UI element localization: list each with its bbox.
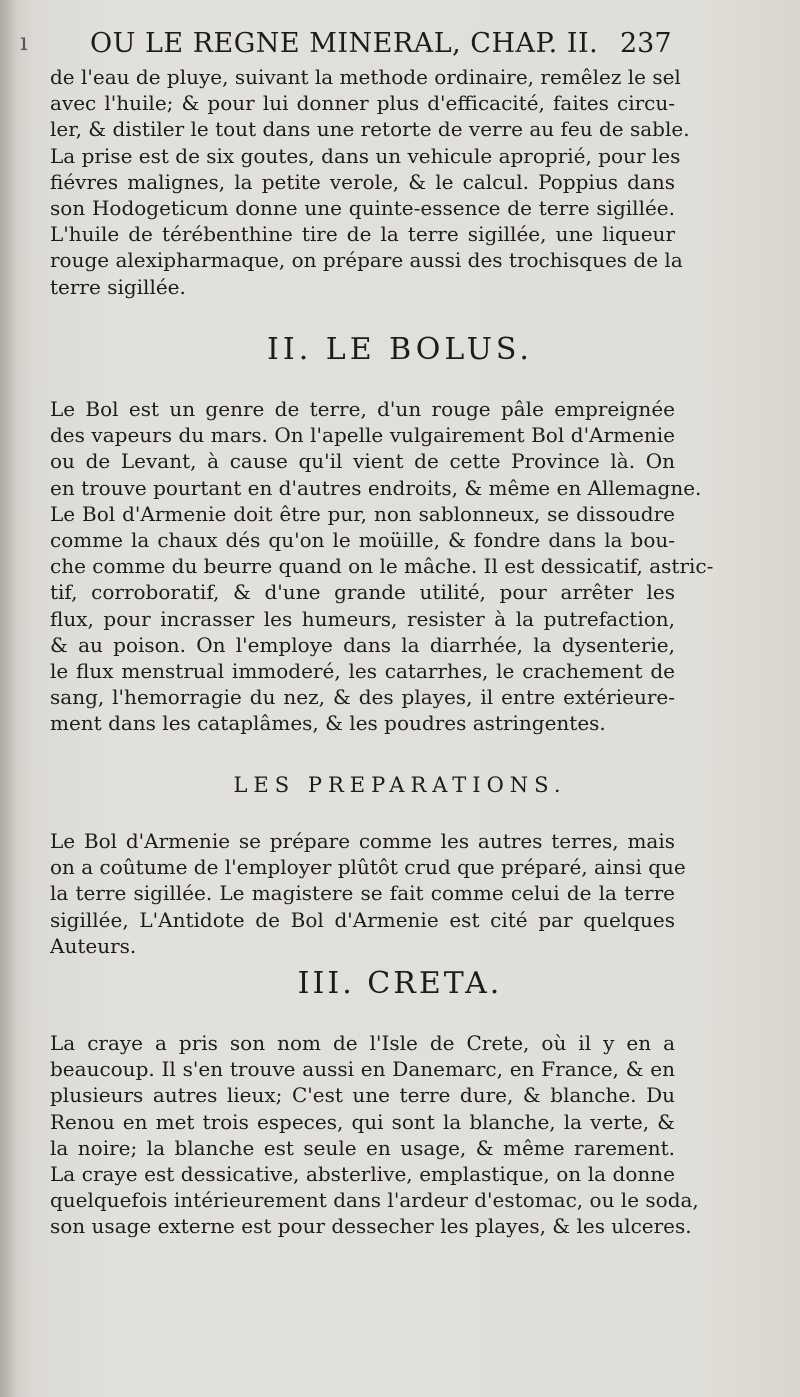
text-line: flux, pour incrasser les humeurs, resister à la putrefaction, xyxy=(50,606,675,631)
text-line: La prise est de six goutes, dans un vehicule aproprié, pour les xyxy=(50,143,681,168)
text-line: son usage externe est pour dessecher les playes, & les ulceres. xyxy=(50,1214,692,1239)
text-line: la noire; la blanche est seule en usage, & même rarement. xyxy=(50,1135,675,1160)
paragraph-creta xyxy=(50,1030,699,1240)
text-line: en trouve pourtant en d'autres endroits, & même en Allemagne. xyxy=(50,475,702,500)
section-heading-bolus: II. LE BOLUS. xyxy=(267,332,533,367)
margin-mark: ı xyxy=(20,28,28,56)
text-line: La craye est dessicative, absterlive, emplastique, on la donne xyxy=(50,1162,675,1187)
text-line: Renou en met trois especes, qui sont la blanche, la verte, & xyxy=(50,1109,675,1134)
text-line: Le Bol est un genre de terre, d'un rouge pâle empreignée xyxy=(50,397,675,421)
page-number: 237 xyxy=(620,28,672,59)
text-line: rouge alexipharmaque, on prépare aussi des trochisques de la xyxy=(50,248,683,273)
text-line: tif, corroboratif, & d'une grande utilité, pour arrêter les xyxy=(50,580,675,605)
text-line: sang, l'hemorragie du nez, & des playes, il entre extérieure- xyxy=(50,685,675,710)
text-line: le flux menstrual immoderé, les catarrhes, le crachement de xyxy=(50,659,675,684)
running-header xyxy=(90,28,690,59)
paragraph-terre-sigillee xyxy=(50,64,690,300)
paragraph-preparations xyxy=(50,828,686,959)
section-heading-preparations: LES PREPARATIONS. xyxy=(233,773,567,797)
text-line: La craye a pris son nom de l'Isle de Crete, où il y en a xyxy=(50,1031,675,1055)
text-line: des vapeurs du mars. On l'apelle vulgairement Bol d'Armenie xyxy=(50,423,675,448)
text-line: ou de Levant, à cause qu'il vient de cette Province là. On xyxy=(50,449,675,474)
text-line: comme la chaux dés qu'on le moüille, & fondre dans la bou- xyxy=(50,528,675,553)
text-line: ment dans les cataplâmes, & les poudres astringentes. xyxy=(50,711,606,736)
section-heading-creta: III. CRETA. xyxy=(297,966,503,1001)
text-line: on a coûtume de l'employer plûtôt crud que préparé, ainsi que xyxy=(50,855,686,880)
text-line: la terre sigillée. Le magistere se fait comme celui de la terre xyxy=(50,881,675,906)
text-line: terre sigillée. xyxy=(50,274,186,299)
text-line: fiévres malignes, la petite verole, & le calcul. Poppius dans xyxy=(50,169,675,194)
text-line: ler, & distiler le tout dans une retorte de verre au feu de sable. xyxy=(50,117,690,142)
text-line: quelquefois intérieurement dans l'ardeur d'estomac, ou le soda, xyxy=(50,1188,699,1213)
text-line: avec l'huile; & pour lui donner plus d'efficacité, faites circu- xyxy=(50,91,675,116)
text-line: plusieurs autres lieux; C'est une terre dure, & blanche. Du xyxy=(50,1083,675,1108)
text-line: che comme du beurre quand on le mâche. Il est dessicatif, astric- xyxy=(50,554,714,579)
text-line: Auteurs. xyxy=(50,933,137,958)
running-title: OU LE REGNE MINERAL, CHAP. II. xyxy=(90,28,599,59)
text-line: & au poison. On l'employe dans la diarrhée, la dysenterie, xyxy=(50,632,675,657)
text-line: Le Bol d'Armenie se prépare comme les autres terres, mais xyxy=(50,829,675,853)
text-line: beaucoup. Il s'en trouve aussi en Danemarc, en France, & en xyxy=(50,1057,675,1082)
text-line: Le Bol d'Armenie doit être pur, non sablonneux, se dissoudre xyxy=(50,501,675,526)
text-line: L'huile de térébenthine tire de la terre sigillée, une liqueur xyxy=(50,222,675,247)
text-line: de l'eau de pluye, suivant la methode ordinaire, remêlez le sel xyxy=(50,65,681,89)
text-line: son Hodogeticum donne une quinte-essence de terre sigillée. xyxy=(50,196,675,221)
paragraph-bolus xyxy=(50,396,714,737)
text-line: sigillée, L'Antidote de Bol d'Armenie est cité par quelques xyxy=(50,907,675,932)
